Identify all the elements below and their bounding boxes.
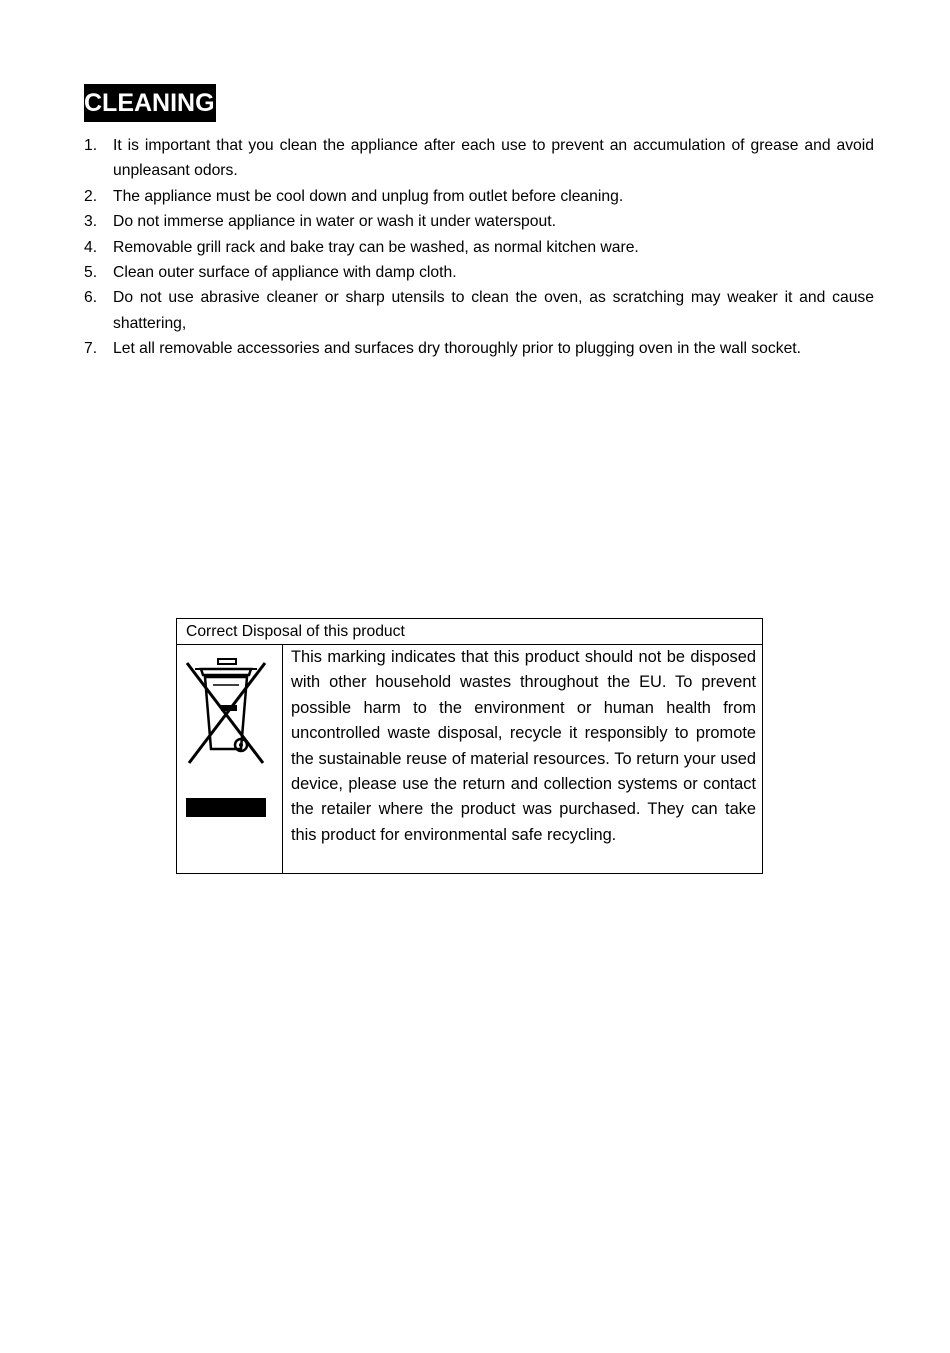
disposal-icon-cell [177,645,283,873]
step-text: Removable grill rack and bake tray can be washed, as normal kitchen ware. [113,238,639,256]
list-item [84,336,874,361]
disposal-notice-table [176,618,763,874]
step-number: 3. [84,213,98,231]
list-item [84,133,874,184]
crossed-out-wheelie-bin-icon [183,655,269,790]
step-number: 6. [84,289,98,307]
step-text: Do not immerse appliance in water or wash it under waterspout. [113,213,556,231]
step-number: 7. [84,340,98,358]
step-number: 2. [84,187,98,205]
list-item [84,184,874,209]
solid-bar-mark [186,798,266,817]
step-text: Let all removable accessories and surfaces dry thoroughly prior to plugging oven in the wall socket. [113,340,802,358]
step-number: 5. [84,264,98,282]
list-item [84,235,874,260]
step-text: The appliance must be cool down and unplug from outlet before cleaning. [113,187,624,205]
disposal-row [177,645,762,873]
cleaning-steps-list [84,133,874,362]
step-text: Clean outer surface of appliance with damp cloth. [113,264,457,282]
disposal-text: This marking indicates that this product should not be disposed with other household wastes throughout the EU. To prevent possible harm to the environment or human health from uncontrolled waste disposal, recycle it responsibly to promote the sustainable reuse of material resources. To return your used device, please use the return and collection systems or contact the retailer where the product was purchased. They can take this product for environmental safe recycling. [291,648,756,844]
list-item [84,209,874,234]
step-number: 1. [84,137,98,154]
disposal-title: Correct Disposal of this product [177,619,762,645]
list-item [84,285,874,336]
step-text: It is important that you clean the appliance after each use to prevent an accumulation of grease and avoid unpleasant odors. [113,137,874,180]
step-text: Do not use abrasive cleaner or sharp utensils to clean the oven, as scratching may weaker it and cause shattering, [113,289,874,332]
step-number: 4. [84,238,98,256]
list-item [84,260,874,285]
section-heading: CLEANING [84,84,216,122]
